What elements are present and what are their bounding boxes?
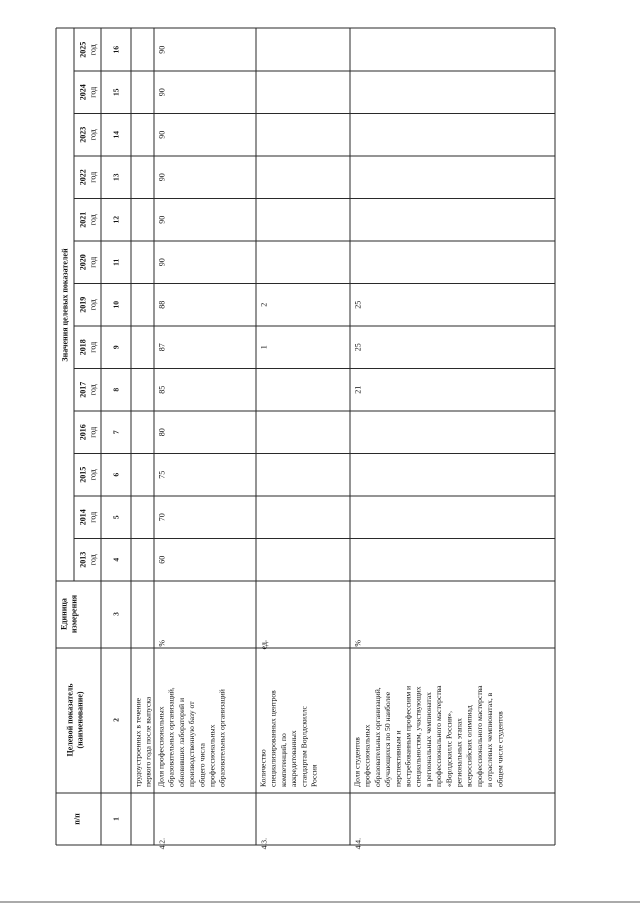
indicator-text-line: региональных этапах — [454, 718, 464, 787]
value-2017: 21 — [353, 385, 363, 394]
indicator-text-line: Россия — [309, 764, 319, 787]
year-suffix-2014: год — [88, 511, 98, 523]
indicator-text-line: всероссийских олимпиад — [464, 705, 474, 787]
indicator-text-line: «Ворлдскиллс Россия», — [444, 711, 454, 787]
col-number-16: 16 — [111, 45, 121, 54]
indicator-col-header-line2: (наименование) — [75, 691, 85, 749]
indicator-text-line: востребованным профессиям и — [403, 685, 413, 787]
value-2023: 90 — [157, 130, 167, 139]
year-suffix-2017: год — [88, 384, 98, 396]
row-unit: % — [353, 640, 363, 647]
year-suffix-2013: год — [88, 554, 98, 566]
year-header-2019: 2019 — [78, 296, 88, 313]
year-header-2022: 2022 — [78, 169, 88, 186]
col-number-15: 15 — [111, 88, 121, 97]
col-number-4: 4 — [111, 557, 121, 562]
year-header-2024: 2024 — [78, 84, 88, 101]
year-suffix-2025: год — [88, 44, 98, 56]
indicator-text-line: образовательных организаций, — [166, 687, 176, 787]
col-number-6: 6 — [111, 472, 121, 477]
year-suffix-2018: год — [88, 341, 98, 353]
value-2015: 75 — [157, 470, 167, 479]
value-2018: 25 — [353, 343, 363, 352]
unit-col-header-line1: Единица — [59, 598, 69, 630]
value-2018: 87 — [157, 343, 167, 352]
col-number-11: 11 — [111, 258, 121, 266]
indicator-text-line: профессиональных — [207, 724, 217, 787]
indicator-text-line: специальностям, участвующих — [413, 686, 423, 787]
row-unit: ед. — [259, 640, 269, 650]
col-number-12: 12 — [111, 215, 121, 224]
indicator-text-line: профессиональных — [362, 724, 372, 787]
year-suffix-2024: год — [88, 86, 98, 98]
indicator-text-line: профессионального мастерства — [474, 685, 484, 787]
col-number-13: 13 — [111, 173, 121, 182]
value-2025: 90 — [157, 45, 167, 54]
year-suffix-2022: год — [88, 171, 98, 183]
indicator-text-line: аккредитованных — [289, 730, 299, 787]
indicator-text-line: в региональных чемпионатах — [423, 692, 433, 787]
col-number-10: 10 — [111, 300, 121, 309]
year-header-2018: 2018 — [78, 339, 88, 356]
indicator-text-line: Доля профессиональных — [156, 706, 166, 787]
col-number-5: 5 — [111, 515, 121, 520]
year-suffix-2021: год — [88, 214, 98, 226]
year-header-2021: 2021 — [78, 211, 88, 228]
year-header-2016: 2016 — [78, 424, 88, 441]
indicator-text-line: Количество — [258, 749, 268, 787]
value-2019: 88 — [157, 300, 167, 309]
value-2017: 85 — [157, 385, 167, 394]
indicator-text-line: обновивших лабораторий и — [176, 697, 186, 787]
year-suffix-2023: год — [88, 129, 98, 141]
num-col-header: п/п — [72, 813, 82, 825]
value-2019: 2 — [259, 302, 269, 307]
year-header-2017: 2017 — [78, 381, 88, 398]
col-number-2: 2 — [111, 718, 121, 722]
value-2020: 90 — [157, 258, 167, 267]
year-header-2025: 2025 — [78, 41, 88, 58]
year-header-2020: 2020 — [78, 254, 88, 271]
value-2022: 90 — [157, 173, 167, 182]
year-header-2013: 2013 — [78, 551, 88, 568]
indicator-text-line: и отраслевых чемпионатах, в — [485, 692, 495, 787]
year-suffix-2015: год — [88, 469, 98, 481]
indicator-text-line: перспективным и — [393, 730, 403, 787]
year-suffix-2016: год — [88, 426, 98, 438]
row-number: 4.4. — [353, 838, 363, 850]
value-2013: 60 — [157, 555, 167, 564]
indicator-text-line: образовательных организаций, — [372, 687, 382, 787]
indicator-col-header-line1: Целевой показатель — [65, 683, 75, 757]
row-unit: % — [157, 640, 167, 647]
year-header-2014: 2014 — [78, 509, 88, 526]
col-number-7: 7 — [111, 430, 121, 435]
value-2021: 90 — [157, 215, 167, 224]
year-header-2015: 2015 — [78, 466, 88, 483]
indicator-text-line: образовательных организаций — [217, 689, 227, 787]
indicator-text-line: общем числе студентов — [495, 711, 505, 787]
indicator-text-line: трудоустроенных в течение — [133, 697, 143, 787]
col-number-1: 1 — [111, 817, 121, 821]
indicator-text-line: общего числа — [197, 743, 207, 787]
year-suffix-2020: год — [88, 256, 98, 268]
indicator-text-line: специализированных центров — [268, 690, 278, 787]
indicator-text-line: Доля студентов — [352, 737, 362, 787]
indicator-text-line: производственную базу от — [187, 701, 197, 787]
indicator-text-line: обучающихся по 50 наиболее — [383, 691, 393, 787]
table-content — [60, 42, 505, 850]
year-header-2023: 2023 — [78, 126, 88, 143]
value-2014: 70 — [157, 513, 167, 522]
col-number-8: 8 — [111, 387, 121, 392]
col-number-9: 9 — [111, 345, 121, 350]
value-2016: 80 — [157, 428, 167, 437]
indicator-text-line: профессионального мастерства — [434, 685, 444, 787]
indicator-text-line: первого года после выпуска — [143, 696, 153, 787]
indicator-text-line: стандартам Ворлдскиллс — [299, 706, 309, 787]
row-number: 4.2. — [157, 838, 167, 850]
year-suffix-2019: год — [88, 299, 98, 311]
value-2024: 90 — [157, 88, 167, 97]
col-number-3: 3 — [111, 612, 121, 616]
indicator-text-line: компетенций, по — [278, 733, 288, 787]
col-number-14: 14 — [111, 130, 121, 139]
unit-col-header-line2: измерения — [69, 594, 79, 634]
value-2018: 1 — [259, 345, 269, 350]
values-group-header: Значения целевых показателей — [60, 248, 70, 362]
row-number: 4.3. — [259, 838, 269, 850]
value-2019: 25 — [353, 300, 363, 309]
